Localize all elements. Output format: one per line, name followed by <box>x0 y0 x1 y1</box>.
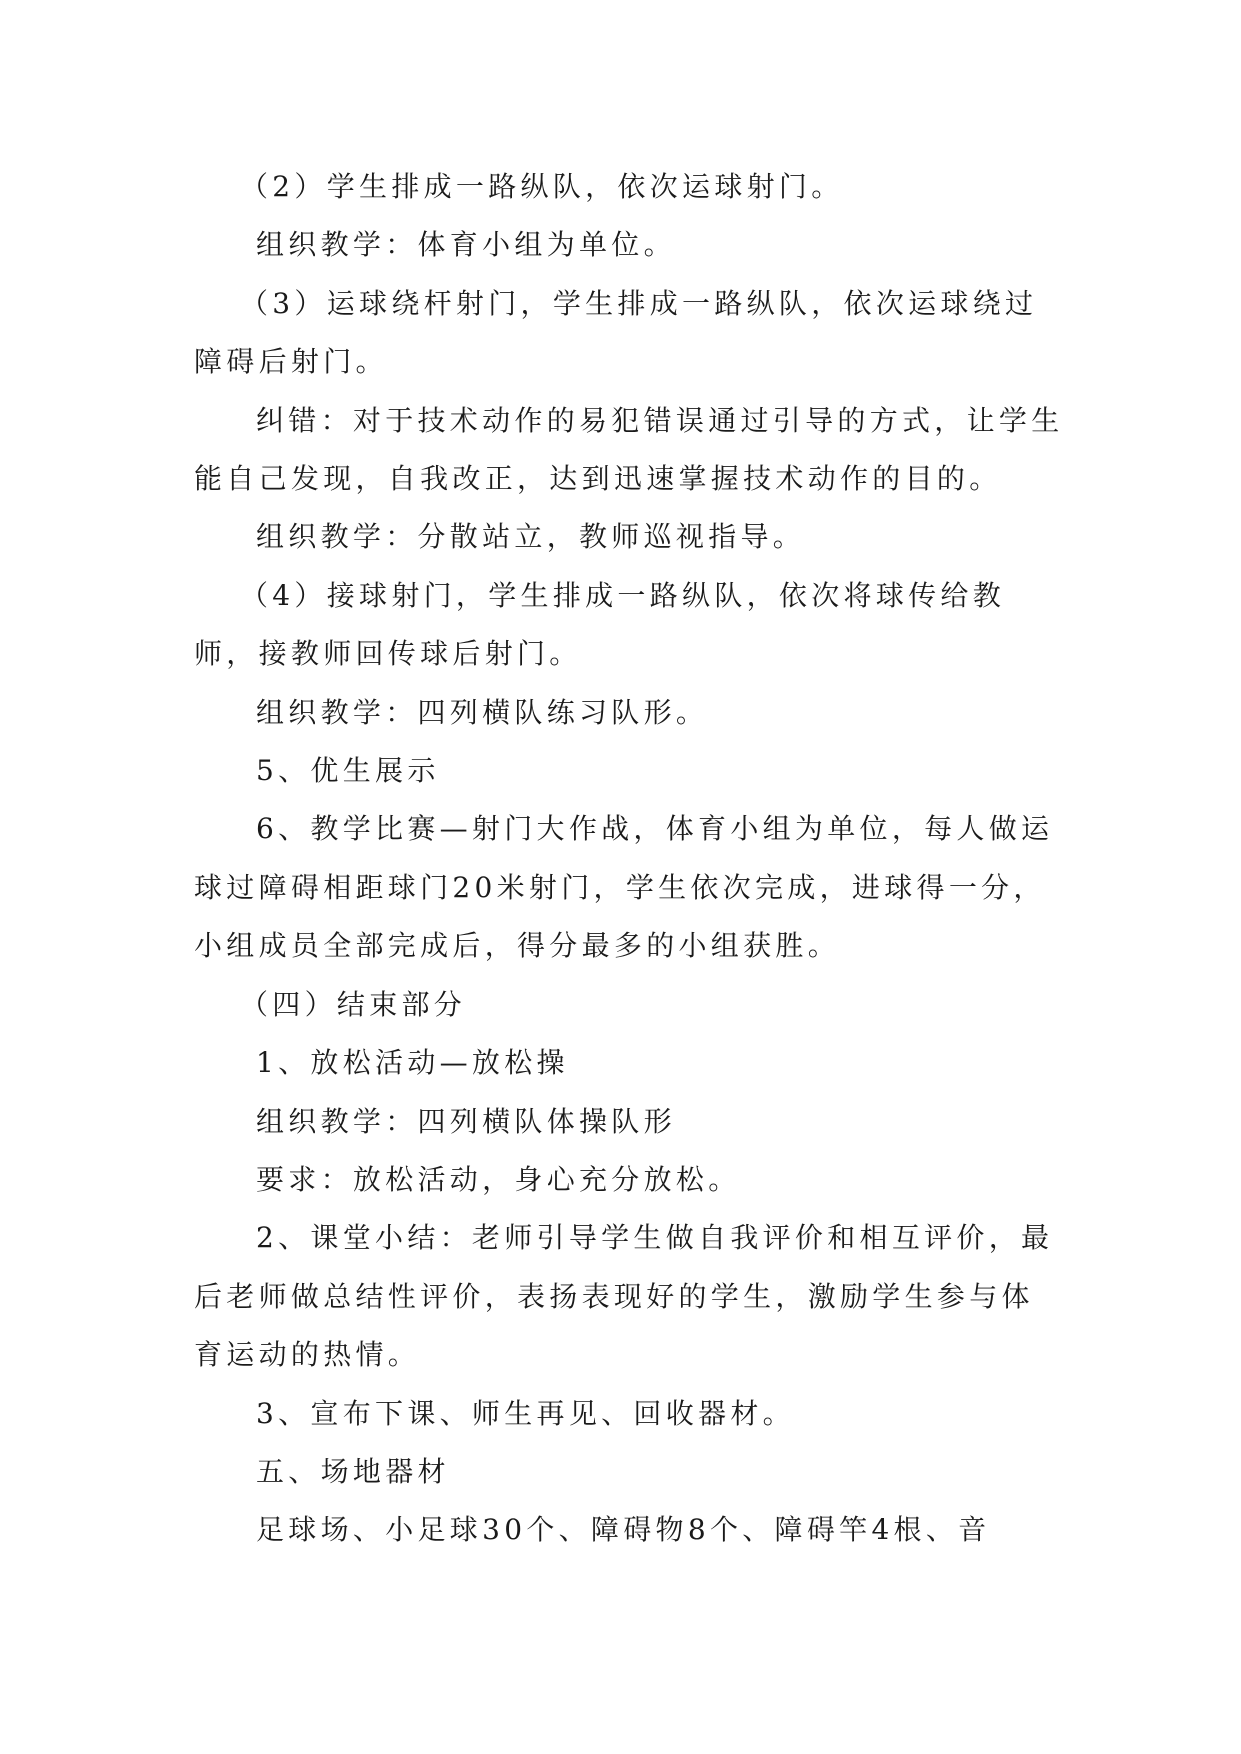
paragraph: 组织教学：体育小组为单位。 <box>256 228 676 262</box>
paragraph: （4）接球射门，学生排成一路纵队，依次将球传给教师，接教师回传球后射门。 <box>194 578 1006 671</box>
paragraph: 5、优生展示 <box>256 754 440 788</box>
paragraph: 6、教学比赛—射门大作战，体育小组为单位，每人做运球过障碍相距球门20米射门，学生依次完成，进球得一分，小组成员全部完成后，得分最多的小组获胜。 <box>194 812 1054 963</box>
paragraph: 足球场、小足球30个、障碍物8个、障碍竿4根、音 <box>256 1513 991 1547</box>
paragraph: 组织教学：四列横队练习队形。 <box>256 695 709 729</box>
section-heading: （四）结束部分 <box>240 987 467 1021</box>
paragraph: 纠错：对于技术动作的易犯错误通过引导的方式，让学生能自己发现，自我改正，达到迅速掌握技术动作的目的。 <box>194 403 1064 496</box>
paragraph: 2、课堂小结：老师引导学生做自我评价和相互评价，最后老师做总结性评价，表扬表现好的学生，激励学生参与体育运动的热情。 <box>194 1221 1054 1372</box>
document-body <box>194 158 1064 1560</box>
paragraph: 1、放松活动—放松操 <box>256 1046 569 1080</box>
paragraph: 组织教学：分散站立，教师巡视指导。 <box>256 520 806 554</box>
section-heading: 五、场地器材 <box>256 1454 450 1488</box>
paragraph: （3）运球绕杆射门，学生排成一路纵队，依次运球绕过障碍后射门。 <box>194 286 1038 379</box>
paragraph: 组织教学：四列横队体操队形 <box>256 1104 676 1138</box>
paragraph: 3、宣布下课、师生再见、回收器材。 <box>256 1396 795 1430</box>
paragraph: 要求：放松活动，身心充分放松。 <box>256 1162 741 1196</box>
paragraph: （2）学生排成一路纵队，依次运球射门。 <box>240 170 844 203</box>
